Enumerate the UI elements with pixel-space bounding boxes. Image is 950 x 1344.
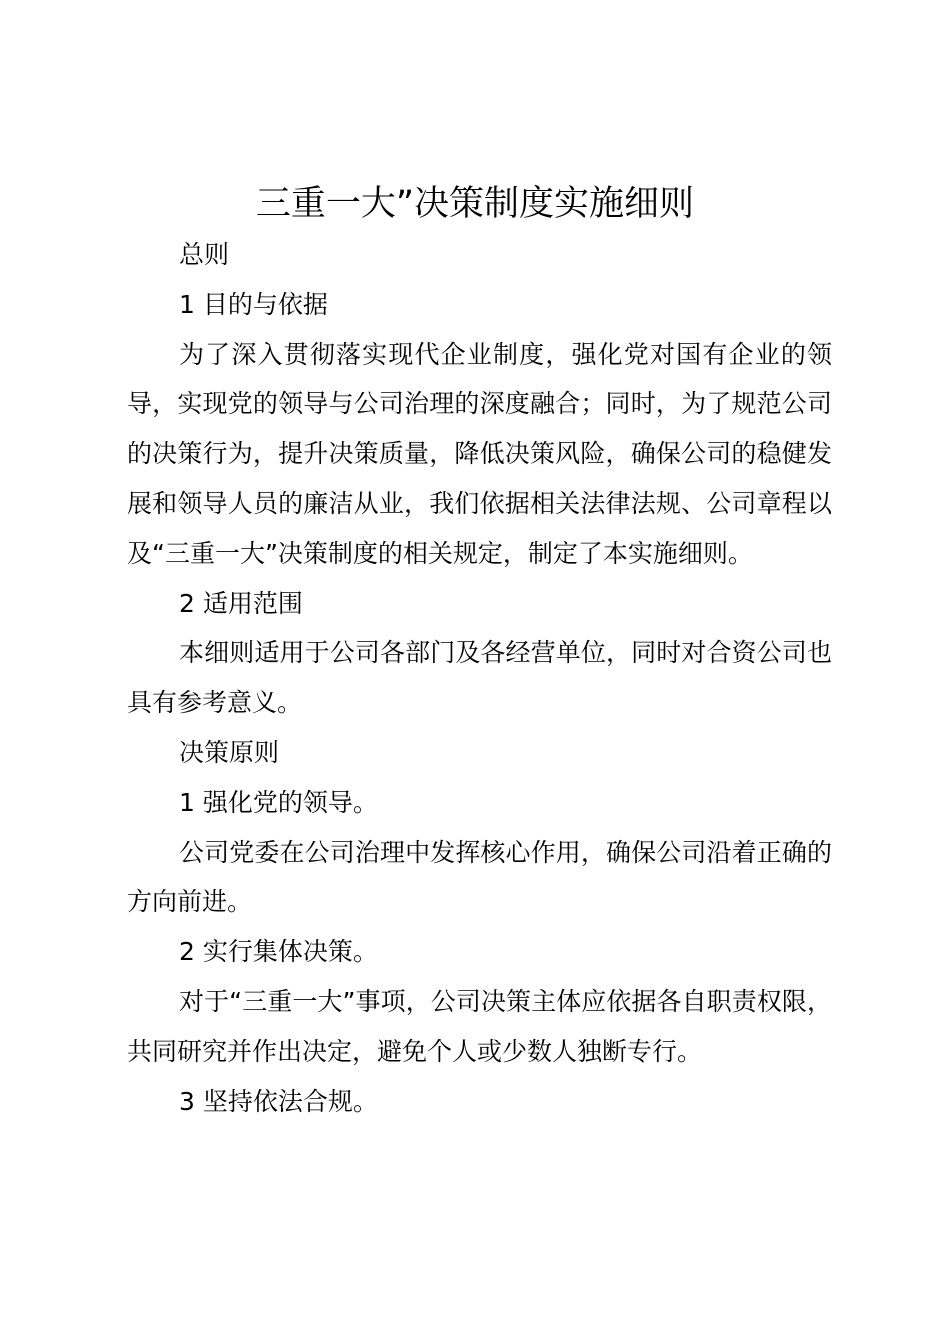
- subsection-heading-scope: 2 适用范围: [179, 588, 303, 618]
- paragraph-purpose: 为了深入贯彻落实现代企业制度，强化党对国有企业的领导，实现党的领导与公司治理的深度融合；同时，为了规范公司的决策行为，提升决策质量，降低决策风险，确保公司的稳健发展和领导人员的廉洁从业，我们依据相关法律法规、公司章程以及“三重一大”决策制度的相关规定，制定了本实施细则。: [127, 339, 832, 568]
- document-body: [127, 230, 832, 1126]
- document-title: 三重一大”决策制度实施细则: [255, 184, 695, 224]
- section-heading-general: 总则: [179, 240, 230, 269]
- paragraph-party-leadership: 公司党委在公司治理中发挥核心作用，确保公司沿着正确的方向前进。: [127, 837, 832, 917]
- subsection-heading-purpose: 1 目的与依据: [179, 289, 328, 319]
- section-heading-principles: 决策原则: [179, 737, 280, 767]
- paragraph-scope: 本细则适用于公司各部门及各经营单位，同时对合资公司也具有参考意义。: [127, 638, 832, 718]
- subsection-heading-party-leadership: 1 强化党的领导。: [179, 787, 378, 817]
- paragraph-collective-decision: 对于“三重一大”事项，公司决策主体应依据各自职责权限，共同研究并作出决定，避免个人或少数人独断专行。: [127, 986, 832, 1066]
- subsection-heading-collective-decision: 2 实行集体决策。: [179, 937, 378, 967]
- subsection-heading-compliance: 3 坚持依法合规。: [179, 1086, 378, 1116]
